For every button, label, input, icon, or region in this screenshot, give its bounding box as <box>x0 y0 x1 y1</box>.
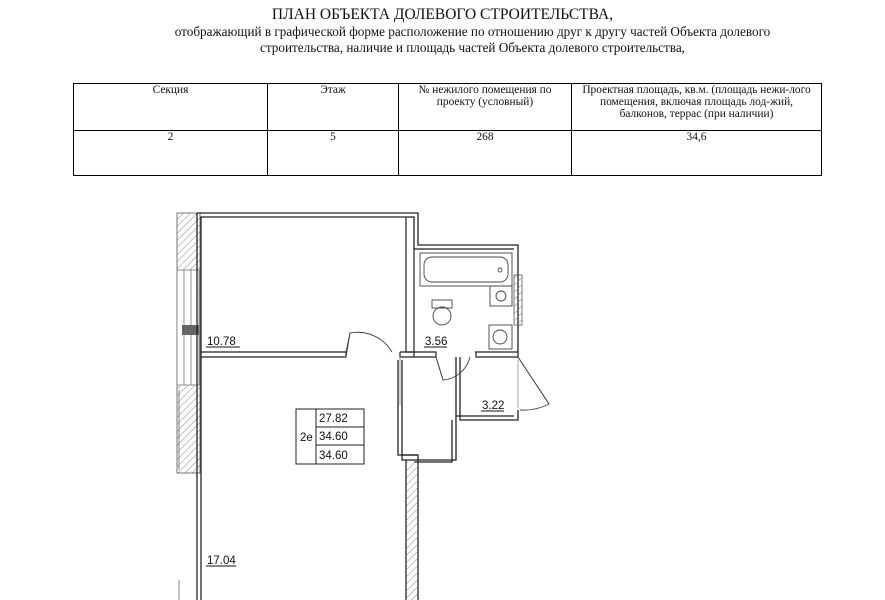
total-area-value: 34.60 <box>319 431 348 443</box>
hatched-column <box>406 462 418 600</box>
document-title: ПЛАН ОБЪЕКТА ДОЛЕВОГО СТРОИТЕЛЬСТВА, <box>271 6 614 23</box>
interior-partitions <box>201 217 518 357</box>
header-room-number: № нежилого помещения по проекту (условный) <box>399 84 572 131</box>
header-floor: Этаж <box>268 84 399 131</box>
washing-machine-icon <box>489 325 512 349</box>
room-area-label: 3.56 <box>425 336 448 348</box>
room-area-label: 3.22 <box>482 400 505 412</box>
outer-walls <box>197 213 518 600</box>
cell-area: 34,6 <box>572 131 822 176</box>
header-section: Секция <box>74 84 268 131</box>
total-area-value: 34.60 <box>319 450 348 462</box>
toilet-icon <box>432 300 452 325</box>
cell-room-number: 268 <box>399 131 572 176</box>
total-area-value: 27.82 <box>319 413 348 425</box>
header-area: Проектная площадь, кв.м. (площадь нежи-лого помещения, включая площадь лод-жий, балконов, террас (при наличии) <box>572 84 822 131</box>
area-summary-box <box>296 409 364 464</box>
subtitle-line-2: строительства, наличие и площадь частей Объекта долевого строительства, <box>260 40 685 55</box>
subtitle-line-1: отображающий в графической форме расположение по отношению друг к другу частей Объекта долевого <box>174 24 771 39</box>
cell-section: 2 <box>74 131 268 176</box>
room-area-label: 17.04 <box>207 555 236 567</box>
hatched-wall <box>514 275 522 325</box>
sink-icon <box>490 286 512 306</box>
bathtub-icon <box>420 253 512 286</box>
room-area-label: 10.78 <box>207 336 236 348</box>
cell-floor: 5 <box>268 131 399 176</box>
unit-type-label: 2е <box>300 432 313 444</box>
